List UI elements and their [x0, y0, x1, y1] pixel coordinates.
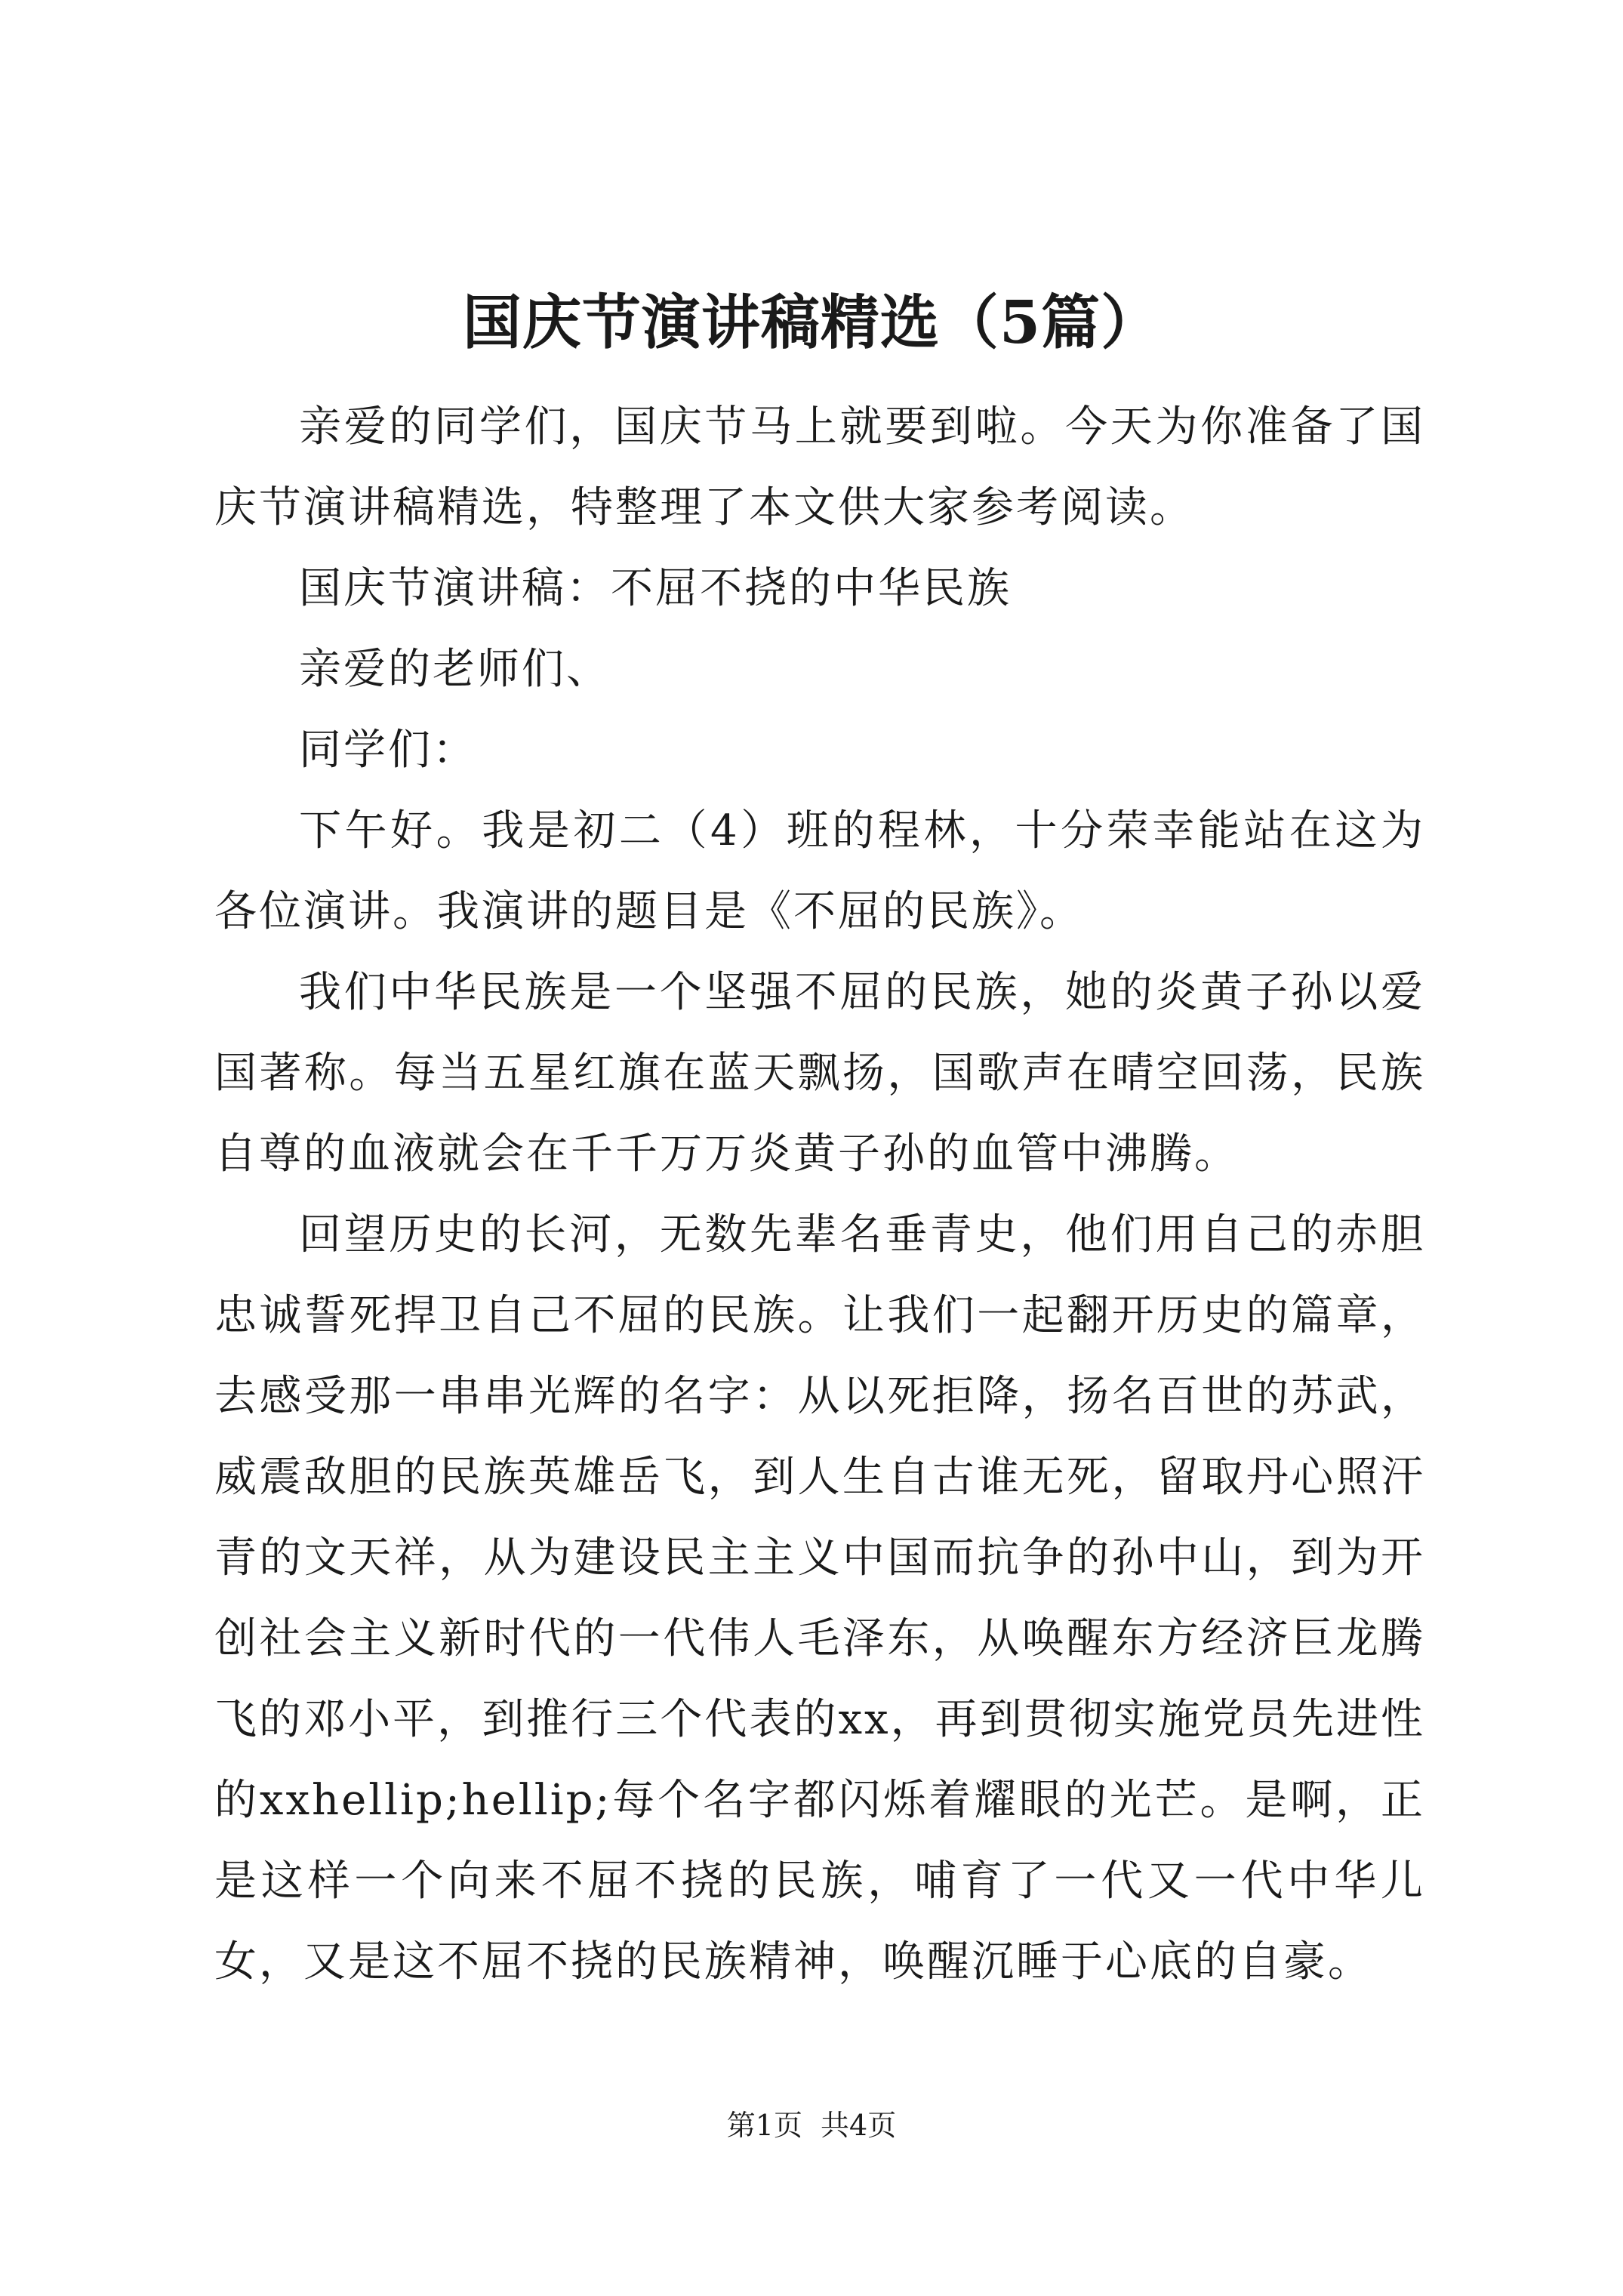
salutation-students: 同学们： — [299, 726, 477, 775]
page-total: 共4页 — [821, 2109, 897, 2142]
document-title: 国庆节演讲稿精选（5篇） — [462, 288, 1161, 357]
salutation-teachers: 亲爱的老师们、 — [299, 645, 611, 694]
speech-paragraph: 回望历史的长河，无数先辈名垂青史，他们用自己的赤胆忠诚誓死捍卫自己不屈的民族。让我们一起翻开历史的篇章，去感受那一串串光辉的名字：从以死拒降，扬名百世的苏武，威震敌胆的民族英雄岳飞，到人生自古谁无死，留取丹心照汗青的文天祥，从为建设民主主义中国而抗争的孙中山，到为开创社会主义新时代的一代伟人毛泽东，从唤醒东方经济巨龙腾飞的邓小平，到推行三个代表的xx，再到贯彻实施党员先进性的xxhellip;hellip;每个名字都闪烁着耀眼的光芒。是啊，正是这样一个向来不屈不挠的民族，哺育了一代又一代中华儿女，又是这不屈不挠的民族精神，唤醒沉睡于心底的自豪。 — [214, 1210, 1425, 1986]
page-footer — [0, 2106, 1623, 2144]
speech-paragraph: 我们中华民族是一个坚强不屈的民族，她的炎黄子孙以爱国著称。每当五星红旗在蓝天飘扬，国歌声在晴空回荡，民族自尊的血液就会在千千万万炎黄子孙的血管中沸腾。 — [214, 968, 1425, 1179]
speech-heading: 国庆节演讲稿：不屈不挠的中华民族 — [299, 564, 1012, 613]
document-body — [214, 387, 1425, 2002]
page-number: 第1页 — [726, 2109, 802, 2142]
intro-paragraph: 亲爱的同学们，国庆节马上就要到啦。今天为你准备了国庆节演讲稿精选，特整理了本文供大家参考阅读。 — [214, 402, 1425, 532]
speech-paragraph: 下午好。我是初二（4）班的程林，十分荣幸能站在这为各位演讲。我演讲的题目是《不屈的民族》。 — [214, 806, 1425, 936]
